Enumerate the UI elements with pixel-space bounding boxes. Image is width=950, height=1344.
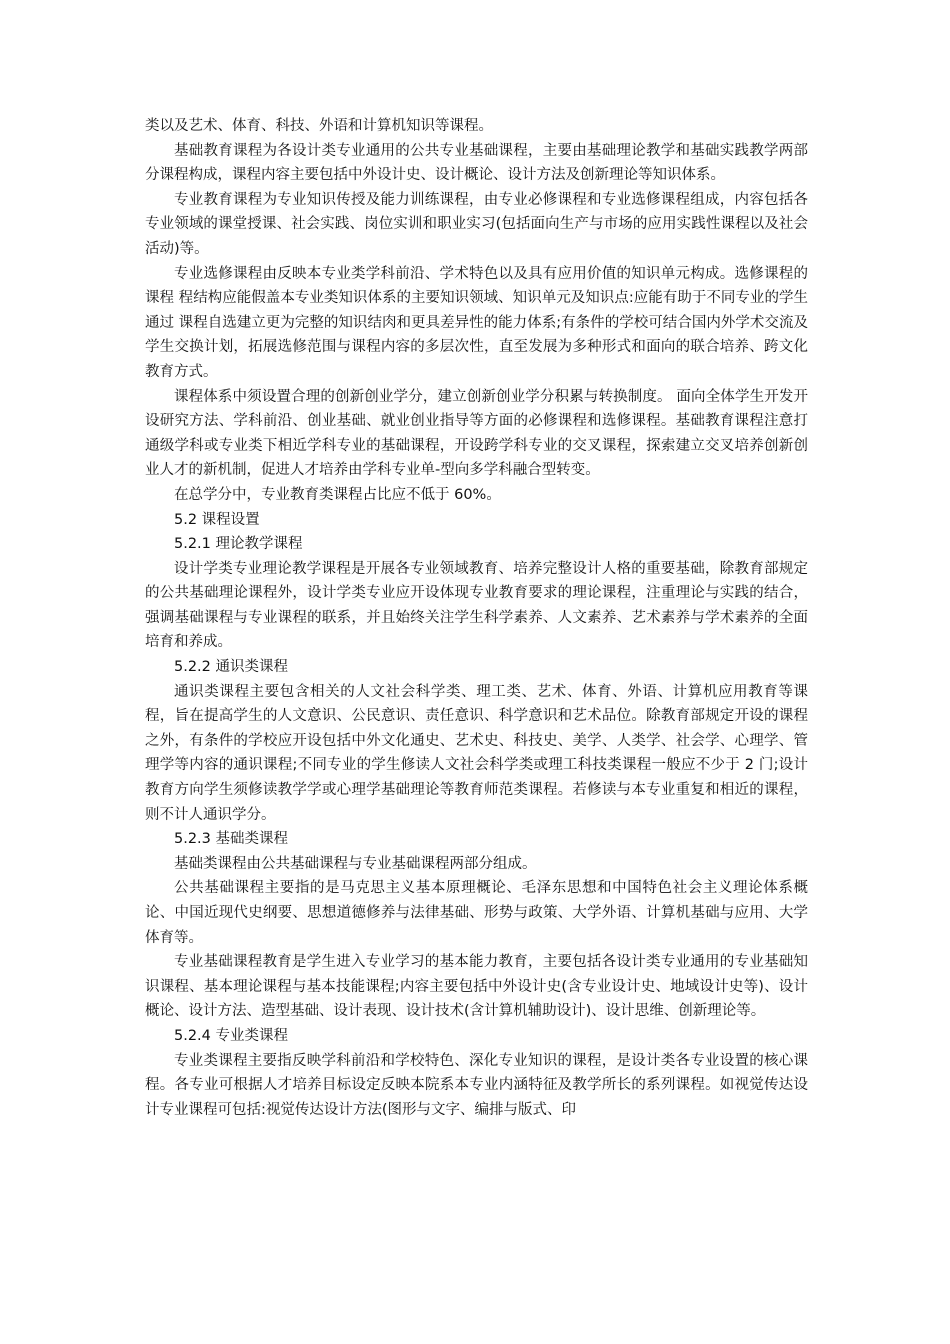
section-heading-5-2-4: 5.2.4 专业类课程 xyxy=(174,1027,289,1044)
section-heading-5-2: 5.2 课程设置 xyxy=(174,511,260,528)
paragraph-credit-ratio: 在总学分中，专业教育类课程占比应不低于 60%。 xyxy=(174,486,501,503)
paragraph-professional-education: 专业教育课程为专业知识传授及能力训练课程，由专业必修课程和专业选修课程组成，内容包括各专业领域的课堂授课、社会实践、岗位实训和职业实习(包括面向生产与市场的应用实践性课程以及社会活动)等。 xyxy=(145,191,808,257)
paragraph-basic-courses-intro: 基础类课程由公共基础课程与专业基础课程两部分组成。 xyxy=(174,855,537,872)
section-heading-5-2-3: 5.2.3 基础类课程 xyxy=(174,831,289,848)
paragraph-continuation: 类以及艺术、体育、科技、外语和计算机知识等课程。 xyxy=(145,118,493,134)
document-body xyxy=(145,114,808,1122)
paragraph-theory-courses: 设计学类专业理论教学课程是开展各专业领域教育、培养完整设计人格的重要基础，除教育部规定的公共基础理论课程外，设计学类专业应开设体现专业教育要求的理论课程，注重理论与实践的结合， 强调基础课程与专业课程的联系，并且始终关注学生科学素养、人文素养、艺术素养与学术素养的全面培育和养成。 xyxy=(145,560,808,651)
paragraph-major-courses: 专业类课程主要指反映学科前沿和学校特色、深化专业知识的课程，是设计类各专业设置的核心课程。各专业可根据人才培养目标设定反映本院系本专业内涵特征及教学所长的系列课程。如视觉传达设计专业课程可包括:视觉传达设计方法(图形与文字、编排与版式、印 xyxy=(145,1052,808,1118)
paragraph-elective-courses: 专业选修课程由反映本专业类学科前沿、学术特色以及具有应用价值的知识单元构成。选修课程的课程 程结构应能假盖本专业类知识体系的主要知识领域、知识单元及知识点:应能有助于不同专业的学生通过 课程自选建立更为完整的知识结肉和更具差异性的能力体系;有条件的学校可结合国内外学术交流及学生交换计划，拓展选修范围与课程内容的多层次性，直至发展为多种形式和面向的联合培养、跨文化教育方式。 xyxy=(145,265,808,380)
paragraph-innovation-credits: 课程体系中须设置合理的创新创业学分，建立创新创业学分积累与转换制度。 面向全体学生开发开设研究方法、学科前沿、创业基础、就业创业指导等方面的必修课程和选修课程。基础教育课程注意打通级学科或专业类下相近学科专业的基础课程，开设跨学科专业的交叉课程，探索建立交叉培养创新创业人才的新机制，促进人才培养由学科专业单-型向多学科融合型转变。 xyxy=(145,388,808,479)
paragraph-professional-basic-courses: 专业基础课程教育是学生进入专业学习的基本能力教育，主要包括各设计类专业通用的专业基础知识课程、基本理论课程与基本技能课程;内容主要包括中外设计史(含专业设计史、地域设计史等)、设计概论、设计方法、造型基础、设计表现、设计技术(含计算机辅助设计)、设计思维、创新理论等。 xyxy=(145,954,808,1020)
paragraph-general-courses: 通识类课程主要包含相关的人文社会科学类、理工类、艺术、体育、外语、计算机应用教育等课程，旨在提高学生的人文意识、公民意识、责任意识、科学意识和艺术品位。除教育部规定开设的课程之外，有条件的学校应开设包括中外文化通史、艺术史、科技史、美学、人类学、社会学、心理学、管理学等内容的通识课程;不同专业的学生修读人文社会科学类或理工科技类课程一般应不少于 2 门;设计教育方向学生须修读教学学或心理学基础理论等教育师范类课程。若修读与本专业重复和相近的课程，则不计人通识学分。 xyxy=(145,683,808,823)
section-heading-5-2-2: 5.2.2 通识类课程 xyxy=(174,659,289,676)
paragraph-public-basic-courses: 公共基础课程主要指的是马克思主义基本原理概论、毛泽东思想和中国特色社会主义理论体系概论、中国近现代史纲要、思想道德修养与法律基础、形势与政策、大学外语、计算机基础与应用、大学体育等。 xyxy=(145,880,808,946)
section-heading-5-2-1: 5.2.1 理论教学课程 xyxy=(174,536,303,553)
paragraph-basic-education: 基础教育课程为各设计类专业通用的公共专业基础课程，主要由基础理论教学和基础实践教学两部分课程构成，课程内容主要包括中外设计史、设计概论、设计方法及创新理论等知识体系。 xyxy=(145,142,808,184)
